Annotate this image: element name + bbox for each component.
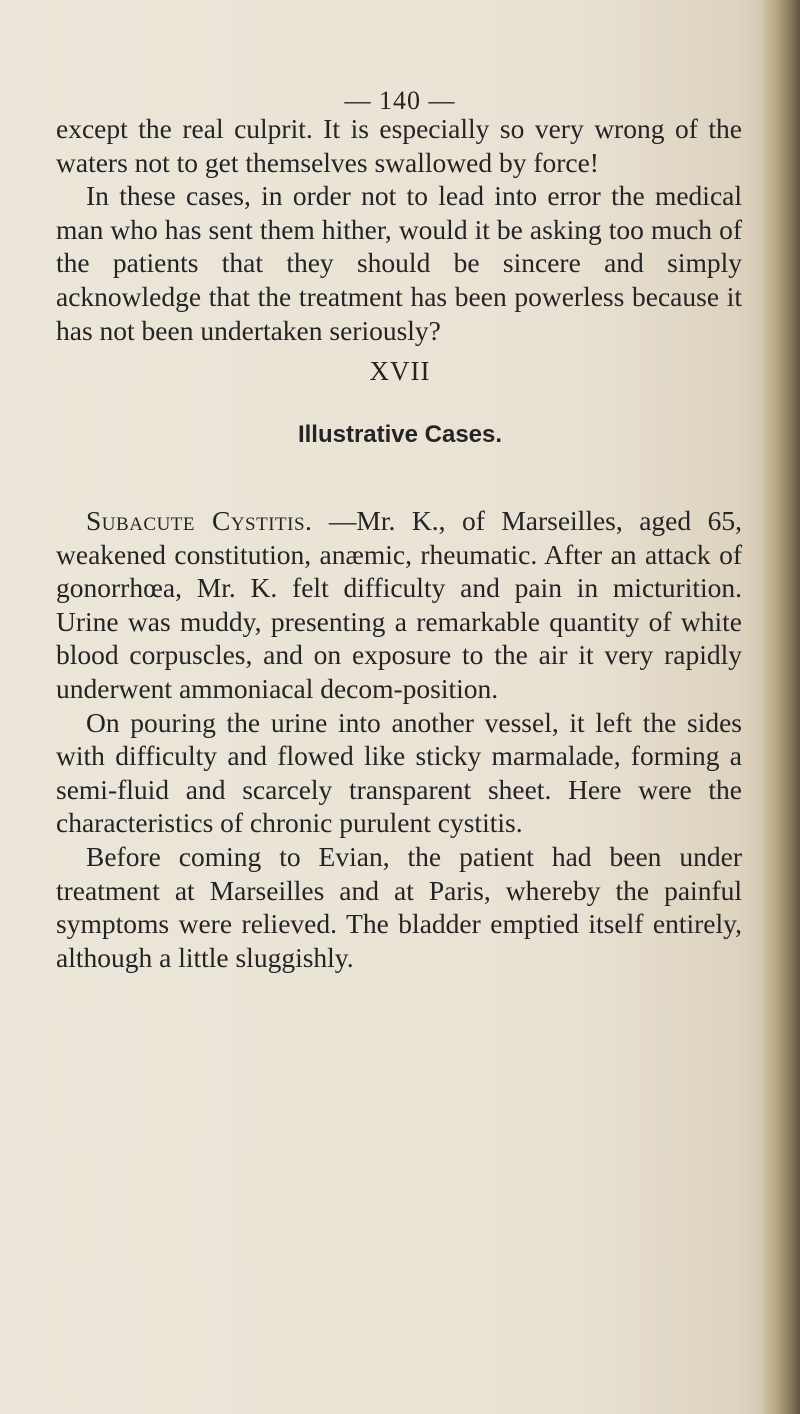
page-number: — 140 — bbox=[344, 86, 456, 115]
case-text bbox=[56, 504, 742, 974]
case-paragraph-2: On pouring the urine into another vessel, it left the sides with difficulty and flowed like sticky marmalade, forming a semi-fluid and scarcely transparent sheet. Here were the characteristics of chronic purulent cystitis. bbox=[56, 706, 742, 839]
case-paragraph-3: Before coming to Evian, the patient had been under treatment at Marseilles and at Paris, whereby the painful symptoms were relieved. The bladder emptied itself entirely, although a little sluggishly. bbox=[56, 840, 742, 973]
case-heading: Subacute Cystitis. bbox=[86, 505, 313, 536]
chapter-number: XVII bbox=[369, 356, 431, 386]
case-paragraph-1-body: —Mr. K., of Marseilles, aged 65, weakened constitution, anæmic, rheumatic. After an attack of gonorrhœa, Mr. K. felt difficulty and pain in micturition. Urine was muddy, presenting a remarkable quantity of white blood corpuscles, and on exposure to the air it very rapidly underwent ammoniacal decom-position. bbox=[56, 505, 742, 704]
paragraph-patients-sincerity: In these cases, in order not to lead into error the medical man who has sent them hither, would it be asking too much of the patients that they should be sincere and simply acknowledge that the treatment has been powerless because it has not been undertaken seriously? bbox=[56, 180, 742, 346]
paragraph-continued: except the real culprit. It is especially so very wrong of the waters not to get themselves swallowed by force! bbox=[56, 113, 742, 178]
chapter-title: Illustrative Cases. bbox=[297, 421, 503, 448]
case-paragraph-1 bbox=[56, 504, 742, 706]
page-edge-shadow bbox=[760, 0, 800, 1414]
continued-text bbox=[56, 112, 742, 347]
